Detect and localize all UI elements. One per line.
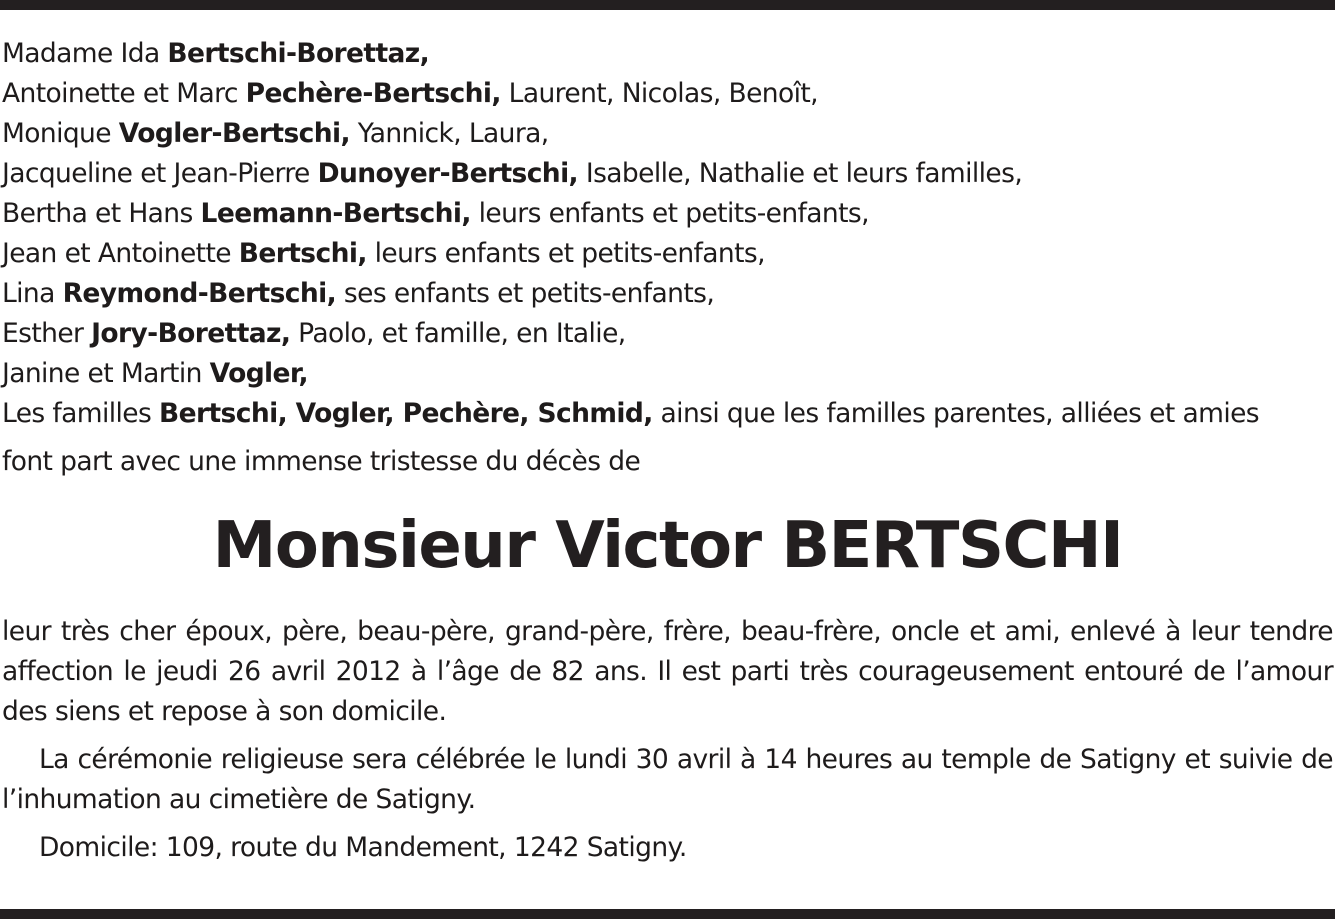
domicile-paragraph: Domicile: 109, route du Mandement, 1242 Satigny. <box>39 832 687 863</box>
deceased-name: Monsieur Victor BERTSCHI <box>212 509 1123 583</box>
family-surname: Bertschi, <box>238 238 367 269</box>
family-line: Antoinette et Marc Pechère-Bertschi, Laurent, Nicolas, Benoît, <box>2 78 818 109</box>
family-line: Jacqueline et Jean-Pierre Dunoyer-Bertschi, Isabelle, Nathalie et leurs familles, <box>2 158 1023 189</box>
family-line: Bertha et Hans Leemann-Bertschi, leurs enfants et petits-enfants, <box>2 198 869 229</box>
announcement-intro: font part avec une immense tristesse du décès de <box>2 446 641 477</box>
family-surname: Reymond-Bertschi, <box>62 278 337 309</box>
family-surname: Leemann-Bertschi, <box>200 198 471 229</box>
family-surname: Bertschi-Borettaz, <box>167 38 430 69</box>
family-surname: Dunoyer-Bertschi, <box>317 158 579 189</box>
family-surname: Jory-Borettaz, <box>91 318 291 349</box>
family-surname: Vogler-Bertschi, <box>118 118 350 149</box>
family-surname: Pechère-Bertschi, <box>245 78 501 109</box>
family-line: Esther Jory-Borettaz, Paolo, et famille, en Italie, <box>2 318 626 349</box>
family-list <box>2 34 1333 434</box>
family-line: Monique Vogler-Bertschi, Yannick, Laura, <box>2 118 549 149</box>
family-surname: Vogler, <box>209 358 308 389</box>
family-line: Les familles Bertschi, Vogler, Pechère, Schmid, ainsi que les familles parentes, alliées et amies <box>2 398 1260 429</box>
family-line: Lina Reymond-Bertschi, ses enfants et petits-enfants, <box>2 278 715 309</box>
family-line: Janine et Martin Vogler, <box>2 358 308 389</box>
ceremony-paragraph: La cérémonie religieuse sera célébrée le lundi 30 avril à 14 heures au temple de Satigny et suivie de l’inhumation au cimetière de Satigny. <box>2 744 1333 815</box>
obituary-notice <box>2 34 1333 868</box>
bottom-border-rule <box>0 909 1335 919</box>
tribute-paragraph: leur très cher époux, père, beau-père, grand-père, frère, beau-frère, oncle et ami, enlevé à leur tendre affection le jeudi 26 avril 2012 à l’âge de 82 ans. Il est parti très courageusement entouré de l’amour des siens et repose à son domicile. <box>2 616 1333 727</box>
family-surname: Bertschi, Vogler, Pechère, Schmid, <box>159 398 653 429</box>
top-border-rule <box>0 0 1335 10</box>
family-line: Jean et Antoinette Bertschi, leurs enfants et petits-enfants, <box>2 238 765 269</box>
family-line: Madame Ida Bertschi-Borettaz, <box>2 38 430 69</box>
